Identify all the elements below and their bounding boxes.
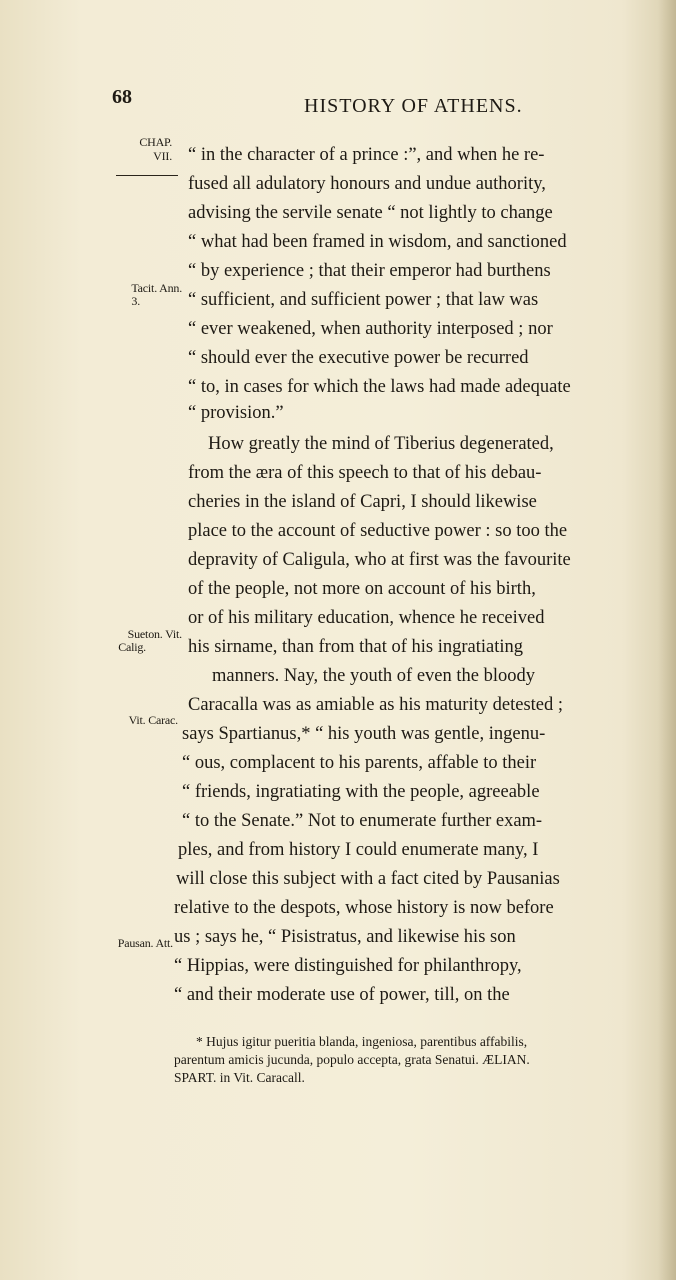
body-line: “ in the character of a prince :”, and when he re- [188, 145, 545, 165]
body-line: “ by experience ; that their emperor had burthens [188, 261, 551, 281]
body-line: us ; says he, “ Pisistratus, and likewise his son [174, 927, 516, 947]
margin-note-sueton: Sueton. Vit. [127, 627, 182, 641]
body-line: “ provision.” [188, 403, 284, 423]
footnote-line: * Hujus igitur pueritia blanda, ingeniosa, parentibus affabilis, [196, 1034, 528, 1049]
body-line: his sirname, than from that of his ingratiating [188, 637, 523, 657]
body-line: or of his military education, whence he received [188, 608, 545, 628]
page-gutter-shadow [658, 0, 676, 1280]
body-line: says Spartianus,* “ his youth was gentle, ingenu- [182, 724, 546, 744]
body-line: “ to, in cases for which the laws had made adequate [188, 377, 571, 397]
body-line: cheries in the island of Capri, I should likewise [188, 492, 537, 512]
body-line: manners. Nay, the youth of even the bloody [212, 666, 535, 686]
page-number: 68 [112, 86, 132, 108]
body-line: relative to the despots, whose history is now before [174, 898, 554, 918]
footnote-line: SPART. in Vit. Caracall. [174, 1070, 305, 1085]
body-line: “ friends, ingratiating with the people, agreeable [182, 782, 540, 802]
margin-note-chap-number: VII. [153, 149, 172, 163]
body-line: Caracalla was as amiable as his maturity detested ; [188, 695, 564, 715]
body-line: ples, and from history I could enumerate many, I [178, 840, 539, 860]
margin-note-chap-label: CHAP. [139, 135, 172, 149]
margin-note-pausan: Pausan. Att. [117, 936, 173, 950]
body-line: How greatly the mind of Tiberius degenerated, [208, 434, 554, 454]
margin-note-sueton-ref: Calig. [118, 640, 146, 654]
body-line: “ and their moderate use of power, till, on the [174, 985, 510, 1005]
body-line: “ sufficient, and sufficient power ; that law was [188, 290, 539, 310]
margin-note-vit-carac: Vit. Carac. [128, 713, 178, 727]
body-line: fused all adulatory honours and undue authority, [188, 174, 546, 194]
body-line: place to the account of seductive power : so too the [188, 521, 568, 541]
body-line: from the æra of this speech to that of his debau- [188, 463, 542, 483]
body-line: will close this subject with a fact cited by Pausanias [176, 869, 560, 889]
margin-note-tacit-ref: 3. [131, 294, 140, 308]
body-line: advising the servile senate “ not lightly to change [188, 203, 553, 223]
running-head: HISTORY OF ATHENS. [304, 95, 523, 117]
chapter-rule [116, 175, 178, 176]
body-line: of the people, not more on account of his birth, [188, 579, 536, 599]
body-line: “ to the Senate.” Not to enumerate further exam- [182, 811, 543, 831]
body-line: “ Hippias, were distinguished for philanthropy, [174, 956, 522, 976]
body-line: “ ever weakened, when authority interposed ; nor [188, 319, 553, 339]
margin-note-tacit: Tacit. Ann. [131, 281, 182, 295]
body-line: “ ous, complacent to his parents, affable to their [182, 753, 537, 773]
footnote-line: parentum amicis jucunda, populo accepta, grata Senatui. ÆLIAN. [174, 1052, 530, 1067]
body-line: depravity of Caligula, who at first was the favourite [188, 550, 571, 570]
body-line: “ what had been framed in wisdom, and sanctioned [188, 232, 567, 252]
body-line: “ should ever the executive power be recurred [188, 348, 529, 368]
